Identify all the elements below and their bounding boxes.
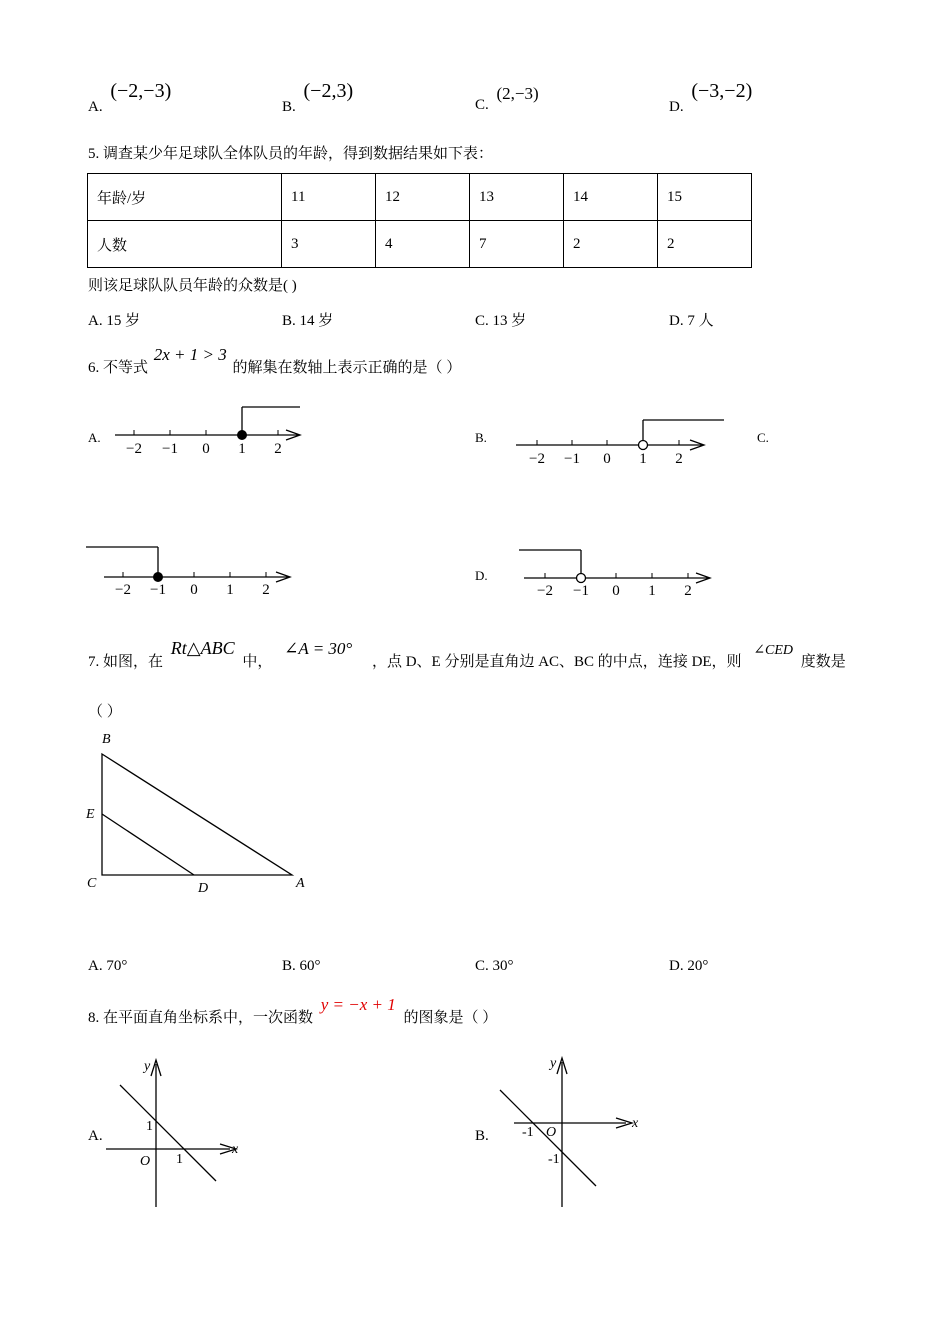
option-value: 14 岁 [299,313,334,329]
solid-dot-icon [153,572,163,582]
option-label: B. [282,99,296,115]
tick-label: 2 [262,582,270,598]
option-label: A. [88,313,103,329]
q7-angle: ∠A = 30° [284,639,353,658]
tick-label: 2 [274,441,282,457]
q6-option-b-label[interactable]: B. [475,430,487,445]
tick-label: 0 [612,583,620,599]
tick-label: 2 [684,583,692,599]
y-intercept-label: -1 [548,1152,560,1167]
q7-option-c[interactable] [475,958,514,975]
y-axis-label: y [144,1059,151,1074]
table-cell: 15 [658,174,752,221]
tick-label: −1 [573,583,589,599]
table-cell: 4 [376,221,470,268]
x-intercept-label: 1 [176,1152,183,1167]
q7-mid2: ，点 D、E 分别是直角边 AC、BC 的中点，连接 DE，则 [371,654,742,670]
tick-label: 1 [648,583,656,599]
graph-b [490,1050,650,1215]
number-line-a [110,400,310,460]
q8-stem-prefix: 8. 在平面直角坐标系中，一次函数 [88,1010,314,1026]
option-value: 70° [106,958,128,974]
option-label: B. [282,958,296,974]
origin-label: O [546,1125,557,1140]
q7-answer-paren: （ ） [88,704,122,720]
tick-label: −2 [126,441,142,457]
tick-label: 1 [238,441,246,457]
tick-label: −2 [529,451,545,467]
number-line-b [510,412,730,472]
q8-function: y = −x + 1 [320,995,396,1014]
x-axis-label: x [632,1116,639,1131]
option-label: C. [475,97,489,113]
vertex-label-a: A [296,876,305,891]
option-value: 15 岁 [106,313,141,329]
vertex-label-b: B [102,732,111,747]
option-value: 30° [492,958,514,974]
option-label: C. [475,313,489,329]
q8-option-b-label[interactable]: B. [475,1128,489,1144]
option-label: C. [475,958,489,974]
vertex-label-e: E [86,807,95,822]
triangle-figure [80,725,320,900]
q7-triangle: Rt△ABC [170,638,235,658]
q8-stem-suffix: 的图象是（ ） [403,1010,498,1026]
tick-label: −2 [115,582,131,598]
tick-label: 0 [202,441,210,457]
option-value: 7 人 [687,313,714,329]
q5-option-b[interactable] [282,309,333,330]
q7-suffix: 度数是 [800,654,846,670]
option-value: (−2,−3) [110,80,172,102]
table-cell: 2 [564,221,658,268]
q5-question: 则该足球队队员年龄的众数是( ) [88,278,297,294]
q4-option-d[interactable] [669,80,753,115]
option-value: (2,−3) [496,84,539,103]
q7-option-a[interactable] [88,958,127,975]
q7-option-d[interactable] [669,958,708,975]
q6-option-d-label[interactable]: D. [475,568,488,583]
q6-option-a-label[interactable]: A. [88,430,101,445]
table-row [88,174,752,221]
option-value: 60° [299,958,321,974]
q4-option-b[interactable] [282,80,354,115]
option-value: (−3,−2) [691,80,753,102]
hollow-dot-icon [639,441,648,450]
tick-label: 2 [675,451,683,467]
tick-label: −1 [150,582,166,598]
tick-label: 0 [190,582,198,598]
number-line-c [86,540,296,600]
q6-option-c-label[interactable]: C. [757,430,769,445]
q7-option-b[interactable] [282,958,321,975]
tick-label: 1 [226,582,234,598]
tick-label: 0 [603,451,611,467]
option-value: (−2,3) [303,80,354,102]
age-table [87,173,752,268]
vertex-label-c: C [87,876,97,891]
q7-angle2: ∠CED [753,643,794,658]
table-cell: 12 [376,174,470,221]
q8-option-a-label[interactable]: A. [88,1128,103,1144]
table-cell: 2 [658,221,752,268]
option-label: B. [282,313,296,329]
q6-inequality: 2x + 1 > 3 [153,345,227,364]
option-label: D. [669,99,684,115]
solid-dot-icon [237,430,247,440]
table-cell: 3 [282,221,376,268]
table-cell: 7 [470,221,564,268]
tick-label: 1 [639,451,647,467]
q5-option-a[interactable] [88,309,140,330]
x-axis-label: x [232,1142,239,1157]
q8-stem [88,995,498,1027]
q5-stem: 5. 调查某少年足球队全体队员的年龄，得到数据结果如下表： [88,146,494,162]
y-axis-label: y [550,1056,557,1071]
q5-option-c[interactable] [475,309,526,330]
hollow-dot-icon [577,574,586,583]
q6-stem-suffix: 的解集在数轴上表示正确的是（ ） [232,360,462,376]
q5-option-d[interactable] [669,309,714,330]
option-label: D. [669,958,684,974]
table-row [88,221,752,268]
q7-stem [88,638,846,671]
table-cell: 13 [470,174,564,221]
graph-a [100,1050,260,1215]
q4-option-c[interactable] [475,84,539,113]
table-cell: 11 [282,174,376,221]
origin-label: O [140,1154,151,1169]
q7-stem-prefix: 7. 如图，在 [88,654,164,670]
option-value: 13 岁 [492,313,527,329]
option-value: 20° [687,958,709,974]
option-label: D. [669,313,684,329]
option-label: A. [88,958,103,974]
y-intercept-label: 1 [146,1119,153,1134]
tick-label: −1 [162,441,178,457]
q7-mid1: 中， [242,654,273,670]
table-cell: 14 [564,174,658,221]
vertex-label-d: D [198,881,209,896]
tick-label: −2 [537,583,553,599]
number-line-d [516,540,726,600]
option-label: A. [88,99,103,115]
q6-stem-prefix: 6. 不等式 [88,360,149,376]
table-cell: 人数 [88,221,282,268]
q6-stem [88,345,462,377]
q4-option-a[interactable] [88,80,172,115]
table-cell: 年龄/岁 [88,174,282,221]
tick-label: −1 [564,451,580,467]
x-intercept-label: -1 [522,1125,534,1140]
